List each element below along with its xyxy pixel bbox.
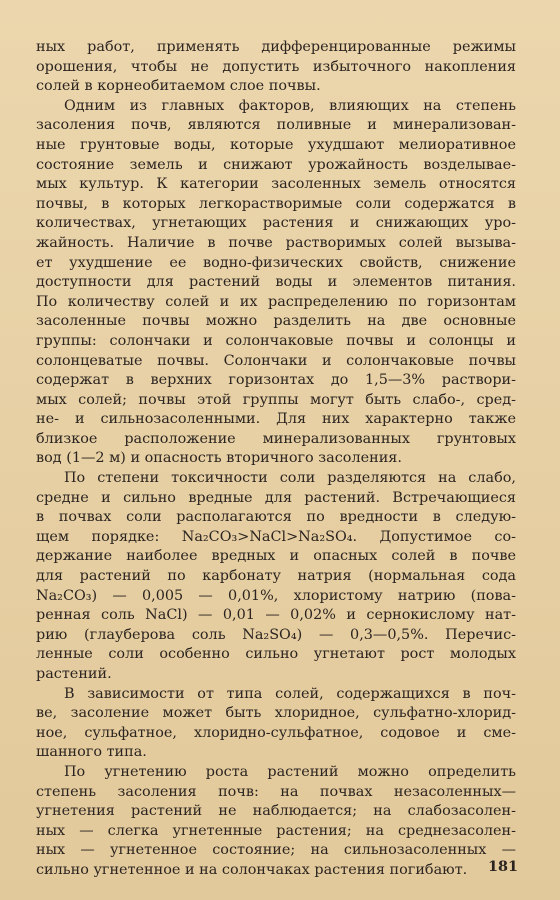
text-line: сильно угнетенное и на солончаках растения погибают. (36, 861, 468, 878)
paragraph (36, 97, 516, 469)
text-line: По степени токсичности соли разделяются на слабо, (64, 470, 516, 487)
text-line: в почвах соли располагаются по вредности в следую- (36, 509, 516, 526)
text-line: ленные соли особенно сильно угнетают рост молодых (36, 646, 516, 663)
text-line: ное, сульфатное, хлоридно-сульфатное, содовое и сме- (36, 724, 516, 741)
paragraph (36, 763, 519, 881)
text-line: солей в корнеобитаемом слое почвы. (36, 78, 321, 95)
text-line: группы: солончаки и солончаковые почвы и солонцы и (36, 332, 516, 349)
paragraph (36, 685, 516, 763)
text-line: почвы, в которых легкорастворимые соли содержатся в (36, 195, 516, 212)
text-line: состояние земель и снижают урожайность возделывае- (36, 156, 516, 173)
text-line: По угнетению роста растений можно определить (64, 763, 516, 780)
text-line: рию (глауберова соль Na₂SO₄) — 0,3—0,5%. Перечис- (36, 626, 516, 643)
page-number: 181 (488, 858, 519, 875)
text-line: близкое расположение минерализованных грунтовых (36, 430, 516, 447)
text-line: Одним из главных факторов, влияющих на степень (64, 97, 516, 114)
text-line: для растений по карбонату натрия (нормальная сода (36, 568, 516, 585)
text-line: ве, засоление может быть хлоридное, сульфатно-хлорид- (36, 705, 516, 722)
text-line: мых культур. К категории засоленных земель относятся (36, 176, 516, 193)
text-line: солонцеватые почвы. Солончаки и солончаковые почвы (36, 352, 516, 369)
text-line: не- и сильнозасоленными. Для них характерно также (36, 411, 516, 428)
text-line: растений. (36, 666, 112, 682)
text-line: средне и сильно вредные для растений. Встречающиеся (36, 489, 516, 506)
text-line: держание наиболее вредных и опасных солей в почве (36, 548, 516, 565)
text-line: ные грунтовые воды, которые ухудшают мелиоративное (36, 136, 516, 153)
text-line: вод (1—2 м) и опасность вторичного засоления. (36, 450, 402, 467)
text-line: доступности для растений воды и элементов питания. (36, 274, 516, 291)
text-line: ных — угнетенное состояние; на сильнозасоленных — (36, 842, 516, 859)
text-line: количествах, угнетающих растения и снижающих уро- (36, 215, 516, 232)
text-line: содержат в верхних горизонтах до 1,5—3% раствори- (36, 372, 516, 389)
body-text (36, 38, 519, 881)
text-line: В зависимости от типа солей, содержащихся в поч- (64, 685, 516, 702)
text-line: засоления почв, являются поливные и минерализован- (36, 117, 516, 134)
text-line: мых солей; почвы этой группы могут быть слабо-, сред- (36, 391, 516, 408)
text-line: степень засоления почв: на почвах незасоленных— (36, 783, 516, 800)
text-line: По количеству солей и их распределению по горизонтам (36, 293, 516, 310)
text-line: ных — слегка угнетенные растения; на среднезасолен- (36, 822, 516, 839)
text-line: ренная соль NaCl) — 0,01 — 0,02% и сернокислому нат- (36, 607, 516, 624)
text-line: засоленные почвы можно разделить на две основные (36, 313, 516, 330)
text-line: жайность. Наличие в почве растворимых солей вызыва- (36, 234, 516, 251)
text-line: ных работ, применять дифференцированные режимы (36, 39, 516, 55)
text-line: шанного типа. (36, 744, 147, 761)
paragraph (36, 469, 516, 685)
paragraph (36, 38, 516, 97)
text-line: щем порядке: Na₂CO₃>NaCl>Na₂SO₄. Допустимое со- (36, 528, 516, 545)
text-line: орошения, чтобы не допустить избыточного накопления (36, 58, 516, 75)
text-line: ет ухудшение ее водно-физических свойств, снижение (36, 254, 516, 271)
text-line: угнетения растений не наблюдается; на слабозасолен- (36, 803, 516, 820)
text-line: Na₂CO₃) — 0,005 — 0,01%, хлористому натрию (пова- (36, 587, 516, 604)
